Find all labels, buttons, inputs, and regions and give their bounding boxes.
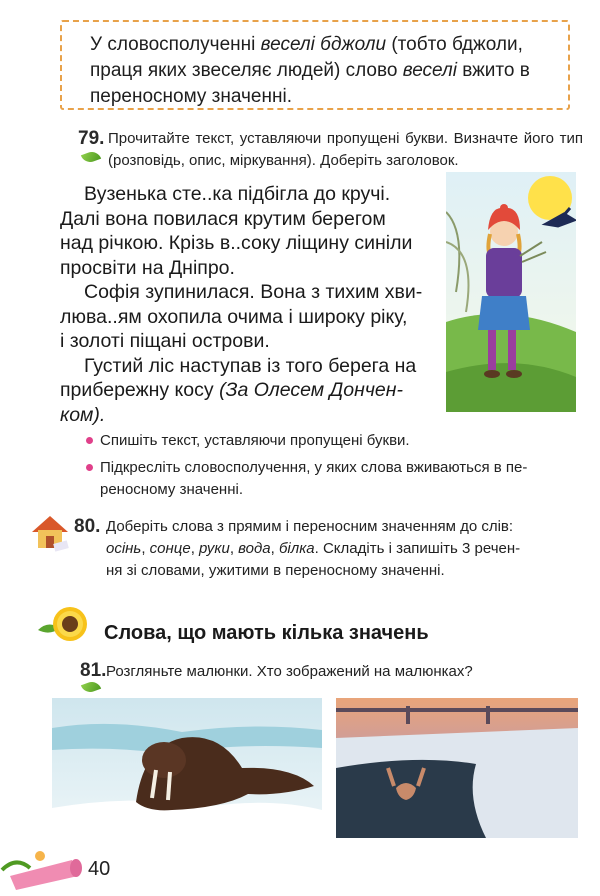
story-source-end: ком). bbox=[60, 403, 106, 426]
ex80-line: осінь, сонце, руки, вода, білка. Складіть і запишіть 3 речен- bbox=[106, 540, 521, 557]
exercise-80-number: 80. bbox=[74, 516, 101, 537]
note-word: веселі bbox=[402, 60, 457, 81]
exercise-79-number: 79. bbox=[78, 128, 105, 149]
story-line: Густий ліс наступав із того берега на bbox=[84, 354, 417, 377]
bullet-item bbox=[86, 430, 590, 452]
house-icon bbox=[30, 512, 70, 552]
exercise-80-instruction bbox=[106, 516, 584, 582]
bullet-item bbox=[86, 457, 595, 501]
word-item: білка bbox=[278, 540, 315, 557]
word-item: вода bbox=[238, 540, 271, 557]
story-line: і золоті піщані острови. bbox=[60, 330, 270, 352]
story-line-part: прибережну косу bbox=[60, 379, 220, 401]
story-text bbox=[60, 182, 440, 427]
story-line: над річкою. Крізь в..соку ліщину синіли bbox=[60, 232, 413, 254]
story-source: (За Олесем Дончен- bbox=[219, 379, 403, 401]
section-title: Слова, що мають кілька значень bbox=[104, 622, 429, 644]
exercise-79-instruction: Прочитайте текст, уставляючи пропущені букви. Визначте його тип (розповідь, опис, міркування). Доберіть заголовок. bbox=[108, 130, 583, 169]
story-line bbox=[60, 378, 440, 403]
page-number: 40 bbox=[88, 858, 111, 880]
word-item: осінь bbox=[106, 540, 142, 557]
definition-note-box bbox=[60, 20, 570, 110]
story-line bbox=[60, 403, 440, 428]
exercise-81-instruction: Розгляньте малюнки. Хто зображений на малюнках? bbox=[106, 663, 473, 680]
story-line: Вузенька сте..ка підбігла до кручі. bbox=[84, 183, 391, 205]
bullet-text: Спишіть текст, уставляючи пропущені букви. bbox=[100, 432, 410, 449]
bullet-text: реносному значенні. bbox=[100, 481, 243, 498]
ex80-line-end: . Складіть і запишіть 3 речен- bbox=[314, 540, 521, 557]
story-line: люва..ям охопила очима і широку ріку, bbox=[60, 305, 408, 328]
walrus-photo bbox=[52, 698, 322, 838]
ex80-line: Доберіть слова з прямим і переносним значенням до слів: bbox=[106, 518, 514, 535]
note-text-2: (тобто бджоли, праця яких звеселяє людей) слово bbox=[90, 34, 523, 81]
story-line: Далі вона повилася крутим берегом bbox=[60, 207, 386, 230]
bullet-dot bbox=[86, 464, 93, 471]
scroll-flower-icon bbox=[0, 846, 86, 892]
note-text-1: У словосполученні bbox=[90, 34, 261, 55]
bullet-text: Підкресліть словосполучення, у яких слова вживаються в пе- bbox=[100, 459, 528, 476]
note-phrase: веселі бджоли bbox=[260, 34, 387, 55]
note-text-3: вжито в переносному значенні. bbox=[90, 60, 530, 107]
story-line: просвіти на Дніпро. bbox=[60, 256, 235, 279]
word-item: руки bbox=[199, 540, 230, 557]
exercise-81-number: 81. bbox=[80, 660, 107, 681]
winter-swimmer-photo bbox=[336, 698, 578, 838]
word-item: сонце bbox=[149, 540, 191, 557]
sunflower-icon bbox=[36, 604, 94, 646]
girl-illustration bbox=[446, 172, 576, 412]
ex80-line: ня зі словами, ужитими в переносному значенні. bbox=[106, 562, 445, 579]
leaf-icon bbox=[81, 149, 101, 165]
story-line: Софія зупинилася. Вона з тихим хви- bbox=[84, 281, 423, 303]
bullet-dot bbox=[86, 437, 93, 444]
